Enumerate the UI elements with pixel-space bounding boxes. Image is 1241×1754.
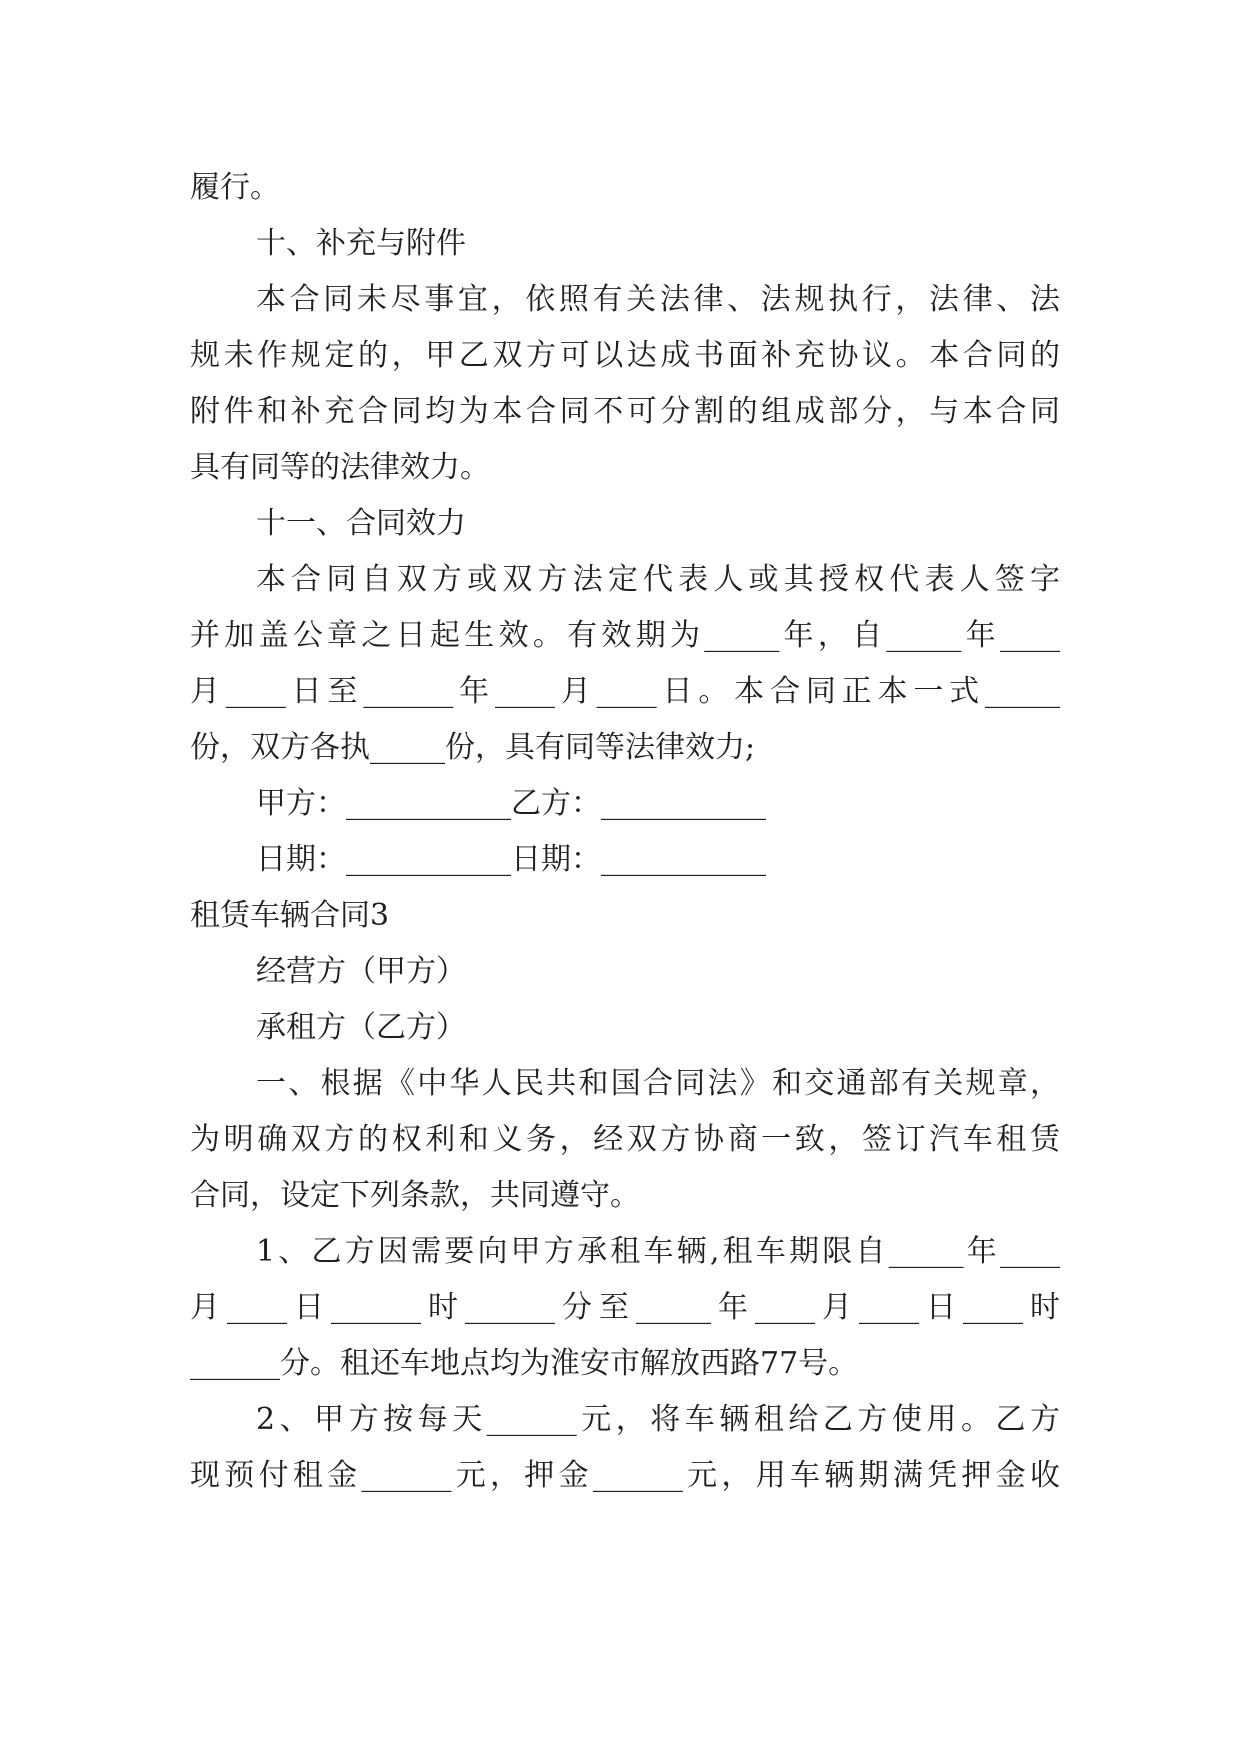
text-line: 月____日______时______分至_____年____月____日____时	[190, 1290, 1060, 1325]
text-line: 月____日至______年____月____日。本合同正本一式_____	[190, 674, 1060, 709]
text-line: 附件和补充合同均为本合同不可分割的组成部分，与本合同	[190, 394, 1060, 429]
text-line: 现预付租金______元，押金______元，用车辆期满凭押金收	[190, 1458, 1060, 1493]
text-line: ______分。租还车地点均为淮安市解放西路77号。	[190, 1346, 859, 1381]
document-title: 租赁车辆合同3	[190, 898, 390, 933]
text-line: 具有同等的法律效力。	[190, 450, 490, 485]
signature-line: 甲方：___________乙方：___________	[256, 786, 766, 821]
text-line: 2、甲方按每天______元，将车辆租给乙方使用。乙方	[256, 1402, 1060, 1437]
text-line: 本合同未尽事宜，依照有关法律、法规执行，法律、法	[256, 282, 1060, 317]
section-heading: 十一、合同效力	[256, 506, 466, 541]
date-line: 日期：___________日期：___________	[256, 842, 766, 877]
text-line: 并加盖公章之日起生效。有效期为_____年，自_____年____	[190, 618, 1060, 653]
text-line: 份，双方各执_____份，具有同等法律效力;	[190, 730, 756, 765]
text-line: 规未作规定的，甲乙双方可以达成书面补充协议。本合同的	[190, 338, 1060, 373]
party-line: 承租方（乙方）	[256, 1010, 466, 1045]
text-line: 为明确双方的权利和义务，经双方协商一致，签订汽车租赁	[190, 1122, 1060, 1157]
text-line: 一、根据《中华人民共和国合同法》和交通部有关规章，	[256, 1066, 1060, 1101]
text-line: 本合同自双方或双方法定代表人或其授权代表人签字	[256, 562, 1060, 597]
party-line: 经营方（甲方）	[256, 954, 466, 989]
text-line: 合同，设定下列条款，共同遵守。	[190, 1178, 640, 1213]
text-line: 履行。	[190, 170, 280, 205]
section-heading: 十、补充与附件	[256, 226, 466, 261]
text-line: 1、乙方因需要向甲方承租车辆,租车期限自_____年____	[256, 1234, 1060, 1269]
